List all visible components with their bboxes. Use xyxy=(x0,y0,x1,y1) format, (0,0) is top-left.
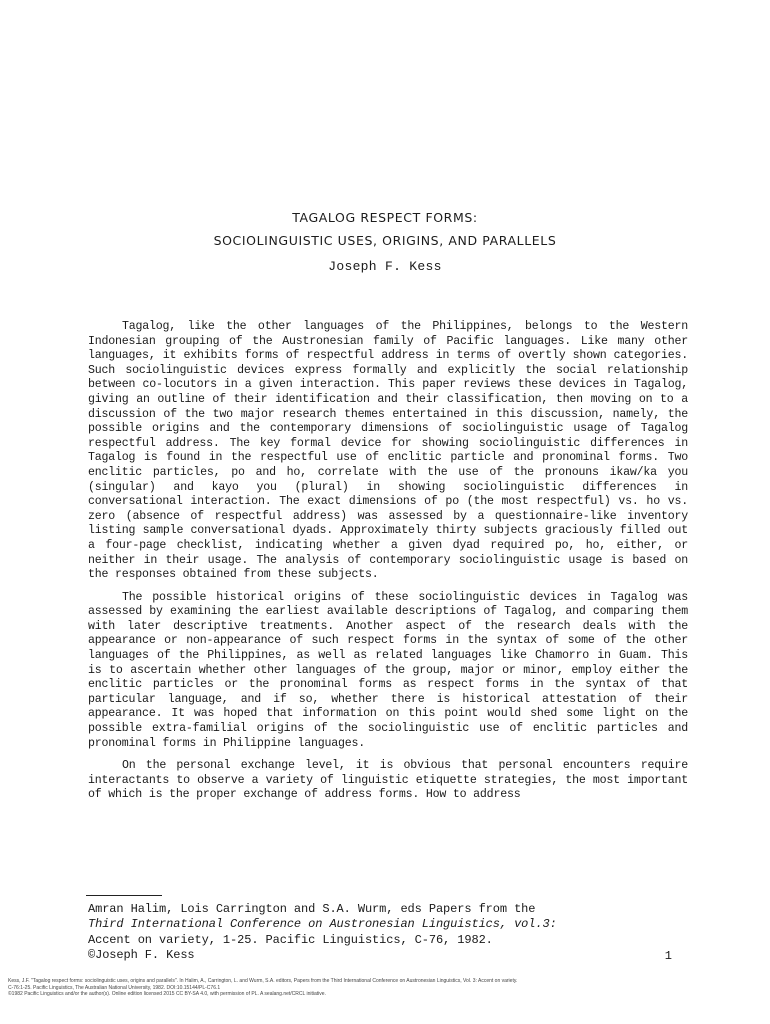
paragraph-3: On the personal exchange level, it is obvious that personal encounters require interactants to observe a variety of linguistic etiquette strategies, the most important of which is the proper exchange of address forms. How to address xyxy=(88,759,688,802)
body-text xyxy=(88,320,688,811)
footnote xyxy=(88,902,688,964)
title-line-2: SOCIOLINGUISTIC USES, ORIGINS, AND PARALLELS xyxy=(213,233,557,248)
fine-print-line-1: Kess, J.F. "Tagalog respect forms: sociolinguistic uses, origins and parallels". In Halim, A., Carrington, L. and Wurm, S.A. editors, Papers from the Third International Conference on Austronesian Linguistics, Vol. 3: Accent on variety. xyxy=(8,978,518,984)
paragraph-2: The possible historical origins of these sociolinguistic devices in Tagalog was assessed by examining the earliest available descriptions of Tagalog, and comparing them with later descriptive treatments. Another aspect of the research deals with the appearance or non-appearance of such respect forms in the syntax of some of the other languages of the Philippines, as well as related languages like Chamorro in Guam. This is to ascertain whether other languages of the group, major or minor, employ either the enclitic particles or the pronominal forms as respect forms in the syntax of that particular language, and if so, whether there is historical attestation of their appearance. It was hoped that information on this point would shed some light on the possible extra-familial origins of the sociolinguistic use of enclitic particles and pronominal forms in Philippine languages. xyxy=(88,590,688,750)
author-name: Joseph F. Kess xyxy=(328,259,442,274)
footnote-rule xyxy=(86,895,162,896)
footnote-line-3: Accent on variety, 1-25. Pacific Linguistics, C-76, 1982. xyxy=(88,932,493,947)
footnote-copyright: ©Joseph F. Kess xyxy=(88,948,195,963)
title-line-1: TAGALOG RESPECT FORMS: xyxy=(292,210,478,225)
paragraph-1: Tagalog, like the other languages of the Philippines, belongs to the Western Indonesian grouping of the Austronesian family of Pacific languages. Like many other languages, it exhibits forms of respectful address in terms of overtly shown categories. Such sociolinguistic devices express formally and explicitly the social relationship between co-locutors in a given interaction. This paper reviews these devices in Tagalog, giving an outline of their identification and their classification, then moving on to a discussion of the two major research themes entertained in this discussion, namely, the possible origins and the contemporary dimensions of sociolinguistic usage of Tagalog respectful address. The key formal device for showing sociolinguistic differences in Tagalog is found in the respectful use of enclitic particle and pronominal forms. Two enclitic particles, po and ho, correlate with the use of the pronouns ikaw/ka you (singular) and kayo you (plural) in showing sociolinguistic differences in conversational interaction. The exact dimensions of po (the most respectful) vs. ho vs. zero (absence of respectful address) was assessed by a questionnaire-like inventory listing sample conversational dyads. Approximately thirty subjects graciously filled out a four-page checklist, indicating whether a given dyad required po, ho, either, or neither in their usage. The analysis of contemporary sociolinguistic usage is based on the responses obtained from these subjects. xyxy=(88,320,688,582)
fine-print-line-2: C-76:1-25. Pacific Linguistics, The Australian National University, 1982. DOI:10.15144/PL-C76.1 xyxy=(8,984,221,991)
page-number: 1 xyxy=(664,949,672,963)
fine-print-line-3: ©1982 Pacific Linguistics and/or the author(s). Online edition licensed 2015 CC BY-SA 4.0, with permission of PL. A sealang.net/CRCL initiative. xyxy=(8,991,326,998)
fine-print xyxy=(8,978,748,998)
footnote-line-1: Amran Halim, Lois Carrington and S.A. Wurm, eds Papers from the xyxy=(88,902,536,916)
footnote-line-2: Third International Conference on Austronesian Linguistics, vol.3: xyxy=(88,917,557,932)
